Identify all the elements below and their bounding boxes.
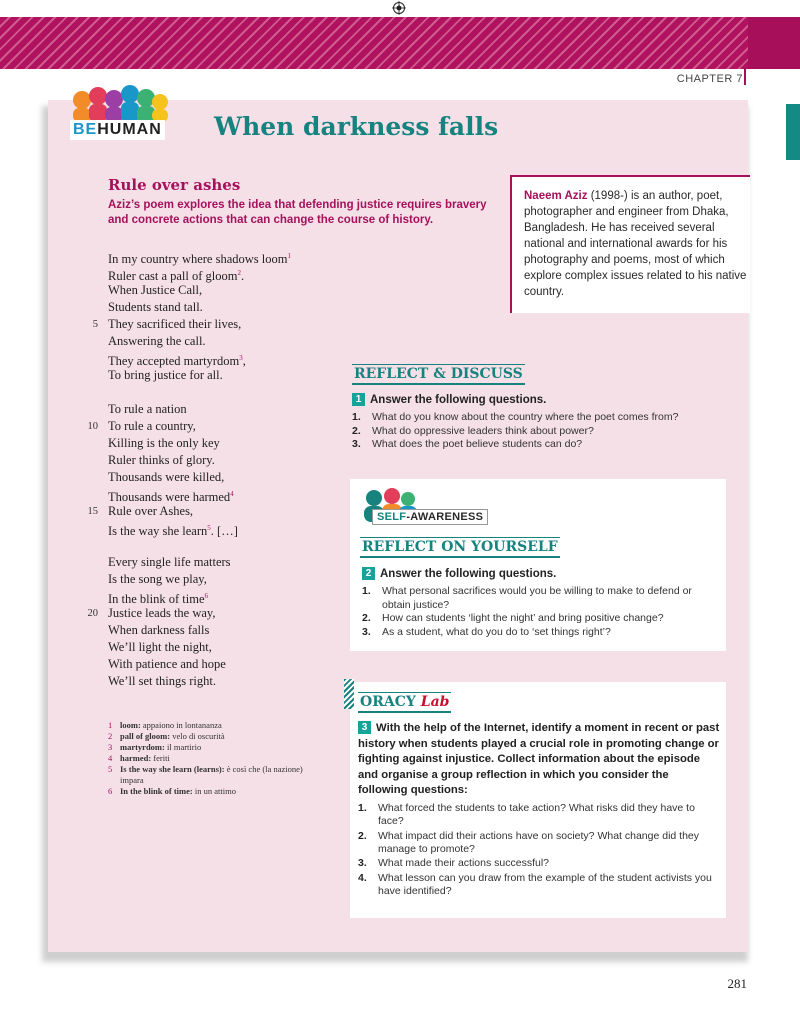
- poem-line: [87, 503, 338, 520]
- question-text: How can students ‘light the night’ and bring positive change?: [382, 612, 664, 624]
- poem-line: [108, 656, 338, 673]
- poem-line: [108, 367, 338, 384]
- footnote: [108, 764, 328, 786]
- question-item: [362, 585, 717, 612]
- footnote-number: 6: [108, 786, 113, 796]
- footnote: [108, 786, 328, 797]
- task-number: 2: [362, 567, 375, 580]
- question-text: What do you know about the country where the poet comes from?: [372, 411, 679, 423]
- poem-line-text: In the blink of time: [108, 592, 205, 607]
- question-number: 4.: [358, 871, 367, 884]
- reflect-yourself-heading: REFLECT ON YOURSELF: [360, 537, 560, 558]
- reflect-yourself-task: [362, 567, 556, 580]
- question-number: 2.: [362, 612, 371, 624]
- poem-line-text: When darkness falls: [108, 623, 210, 637]
- footnote: [108, 720, 328, 731]
- poem-line: [108, 571, 338, 588]
- footnote: [108, 731, 328, 742]
- question-number: 1.: [362, 585, 371, 597]
- poem-line: [108, 639, 338, 656]
- poem-line: [108, 350, 338, 367]
- question-item: [352, 425, 732, 439]
- question-item: [358, 857, 720, 870]
- oracy-stripe: [344, 679, 354, 709]
- question-number: 2.: [358, 829, 367, 842]
- oracy-questions: [358, 802, 720, 899]
- poem-line: [108, 435, 338, 452]
- poem-line-text: Killing is the only key: [108, 436, 220, 450]
- line-number: 15: [87, 506, 98, 517]
- footnote-def: il martirio: [166, 742, 202, 752]
- poem-line: [87, 418, 338, 435]
- question-item: [358, 830, 720, 856]
- task-text: Answer the following questions.: [380, 568, 557, 580]
- page-number: 281: [727, 976, 747, 991]
- poem-line: [108, 452, 338, 469]
- poem-line: [108, 469, 338, 486]
- footnote-number: 2: [108, 731, 113, 741]
- footnote-number: 1: [108, 720, 113, 730]
- poem-line-text: In my country where shadows loom: [108, 252, 288, 267]
- line-number: 5: [92, 319, 98, 330]
- reflect-discuss-questions: [352, 411, 732, 452]
- poem-line: [108, 299, 338, 316]
- poem-line-text: Is the way she learn: [108, 524, 208, 539]
- question-text: What does the poet believe students can do?: [372, 438, 583, 450]
- question-item: [352, 411, 732, 425]
- poem-line: [108, 673, 338, 690]
- footnote-marker: 5: [207, 524, 211, 532]
- registration-mark-icon: [392, 1, 406, 15]
- banner-tab: [748, 17, 800, 69]
- question-text: What lesson can you draw from the example of the student activists you have identified?: [378, 871, 712, 897]
- footnote-term: In the blink of time:: [120, 786, 193, 796]
- footnote-number: 4: [108, 753, 113, 763]
- question-number: 1.: [352, 411, 361, 423]
- author-bio-text: (1998-) is an author, poet, photographer and engineer from Dhaka, Bangladesh. He has received several national and international awards for his photography and poems, most of which explore complex issues related to his native country.: [524, 190, 747, 298]
- poem-line-text: Thousands were harmed: [108, 490, 231, 505]
- poem-line-text: They sacrificed their lives,: [108, 317, 242, 331]
- poem-line-text: Ruler cast a pall of gloom: [108, 269, 238, 284]
- question-number: 1.: [358, 802, 367, 814]
- poem-line-punct: . […]: [210, 524, 238, 539]
- oracy-heading: [358, 692, 451, 713]
- top-banner: [0, 17, 800, 69]
- question-number: 3.: [358, 857, 367, 869]
- poem-line: [108, 554, 338, 571]
- poem-line-text: We’ll set things right.: [108, 674, 217, 688]
- poem-line: [108, 622, 338, 639]
- footnote-def: feriti: [153, 753, 170, 763]
- badge-awareness: -AWARENESS: [406, 511, 484, 523]
- poem-line-text: With patience and hope: [108, 657, 226, 671]
- author-bio: [524, 188, 748, 300]
- poem-line: [108, 333, 338, 350]
- line-number: 20: [87, 608, 98, 619]
- badge-self: SELF: [377, 511, 407, 523]
- poem-intro: Aziz’s poem explores the idea that defending justice requires bravery and concrete actions that can change the course of history.: [108, 199, 487, 226]
- poem-line-text: Answering the call.: [108, 334, 206, 348]
- reflect-discuss-task: [352, 393, 546, 406]
- poem-line-text: To rule a country,: [108, 419, 196, 433]
- footnote-marker: 2: [237, 269, 241, 277]
- footnote-term: harmed:: [120, 753, 152, 763]
- question-text: What impact did their actions have on society? What change did they manage to promote?: [378, 829, 700, 855]
- question-number: 3.: [352, 438, 361, 450]
- footnote-term: Is the way she learn (learns):: [120, 764, 225, 774]
- poem-line: [108, 401, 338, 418]
- poem-line-text: Is the song we play,: [108, 572, 207, 586]
- poem-line-text: Ruler thinks of glory.: [108, 453, 215, 467]
- question-item: [352, 438, 732, 452]
- poem-line-text: Thousands were killed,: [108, 470, 225, 484]
- question-text: As a student, what do you do to ‘set things right’?: [382, 625, 611, 638]
- question-text: What personal sacrifices would you be willing to make to defend or obtain justice?: [382, 585, 692, 611]
- author-name: Naeem Aziz: [524, 190, 588, 202]
- question-item: [362, 626, 717, 640]
- poem-line: [108, 282, 338, 299]
- poem-line: [108, 520, 338, 537]
- chapter-label: CHAPTER 7: [676, 73, 743, 85]
- question-text: What made their actions successful?: [378, 857, 549, 869]
- footnote: [108, 753, 328, 764]
- logo-be: BE: [73, 121, 98, 138]
- poem-line: [92, 316, 338, 333]
- poem-line-text: To rule a nation: [108, 402, 187, 416]
- poem-line: [108, 486, 338, 503]
- footnote-def: velo di oscurità: [172, 731, 225, 741]
- chapter-divider: [744, 68, 746, 85]
- poem-line-text: Rule over Ashes,: [108, 504, 194, 518]
- poem-line-punct: .: [240, 269, 245, 284]
- poem-title: Rule over ashes: [108, 176, 241, 194]
- question-item: [358, 872, 720, 898]
- oracy-label: ORACY: [360, 694, 416, 710]
- question-item: [362, 612, 717, 626]
- reflect-yourself-questions: [362, 585, 717, 639]
- self-awareness-badge: [372, 509, 488, 525]
- stanza-gap: [108, 384, 338, 401]
- question-text: What forced the students to take action? What risks did they have to face?: [378, 802, 695, 827]
- poem-line-text: Students stand tall.: [108, 300, 203, 314]
- task-number: 3: [358, 721, 371, 734]
- footnote-marker: 3: [239, 354, 243, 362]
- reflect-discuss-heading: REFLECT & DISCUSS: [352, 364, 525, 385]
- poem-line-text: We’ll light the night,: [108, 640, 212, 654]
- lab-label: Lab: [420, 694, 450, 710]
- footnote-def: in un attimo: [194, 786, 236, 796]
- task-text: With the help of the Internet, identify a moment in recent or past history when students played a crucial role in promoting change or fighting against injustice. Collect information about the episode and organise a group reflection in which you consider the following questions:: [358, 722, 720, 796]
- task-number: 1: [352, 393, 365, 406]
- side-tab: [786, 104, 800, 160]
- behuman-logo-text: [70, 120, 165, 140]
- footnote-number: 5: [108, 764, 113, 774]
- question-number: 3.: [362, 625, 371, 638]
- footnote-term: pall of gloom:: [120, 731, 171, 741]
- task-text: Answer the following questions.: [370, 394, 547, 406]
- footnote-marker: 4: [230, 490, 234, 498]
- poem-body: [87, 248, 338, 690]
- logo-human: HUMAN: [97, 121, 162, 138]
- poem-line-punct: ,: [242, 354, 246, 369]
- footnote: [108, 742, 328, 753]
- poem-line-text: Justice leads the way,: [108, 606, 216, 620]
- question-text: What do oppressive leaders think about power?: [372, 424, 594, 437]
- footnote-term: martyrdom:: [120, 742, 165, 752]
- poem-line: [108, 248, 338, 265]
- poem-line: [87, 605, 338, 622]
- footnote-def: è così che (la nazione) impara: [120, 764, 303, 785]
- footnote-def: appaiono in lontananza: [142, 720, 222, 730]
- poem-line: [108, 265, 338, 282]
- footnotes: [108, 720, 328, 797]
- poem-line: [108, 588, 338, 605]
- page-title: When darkness falls: [214, 112, 499, 141]
- oracy-task: [358, 721, 720, 799]
- footnote-marker: 1: [287, 252, 291, 260]
- poem-line-text: When Justice Call,: [108, 283, 203, 297]
- question-number: 2.: [352, 424, 361, 437]
- poem-line-text: Every single life matters: [108, 555, 231, 569]
- footnote-term: loom:: [120, 720, 141, 730]
- poem-line-text: To bring justice for all.: [108, 368, 223, 382]
- footnote-marker: 6: [204, 592, 209, 600]
- footnote-number: 3: [108, 742, 113, 752]
- poem-line-text: They accepted martyrdom: [108, 354, 240, 369]
- question-item: [358, 802, 720, 828]
- stanza-gap: [108, 537, 338, 554]
- line-number: 10: [87, 421, 98, 432]
